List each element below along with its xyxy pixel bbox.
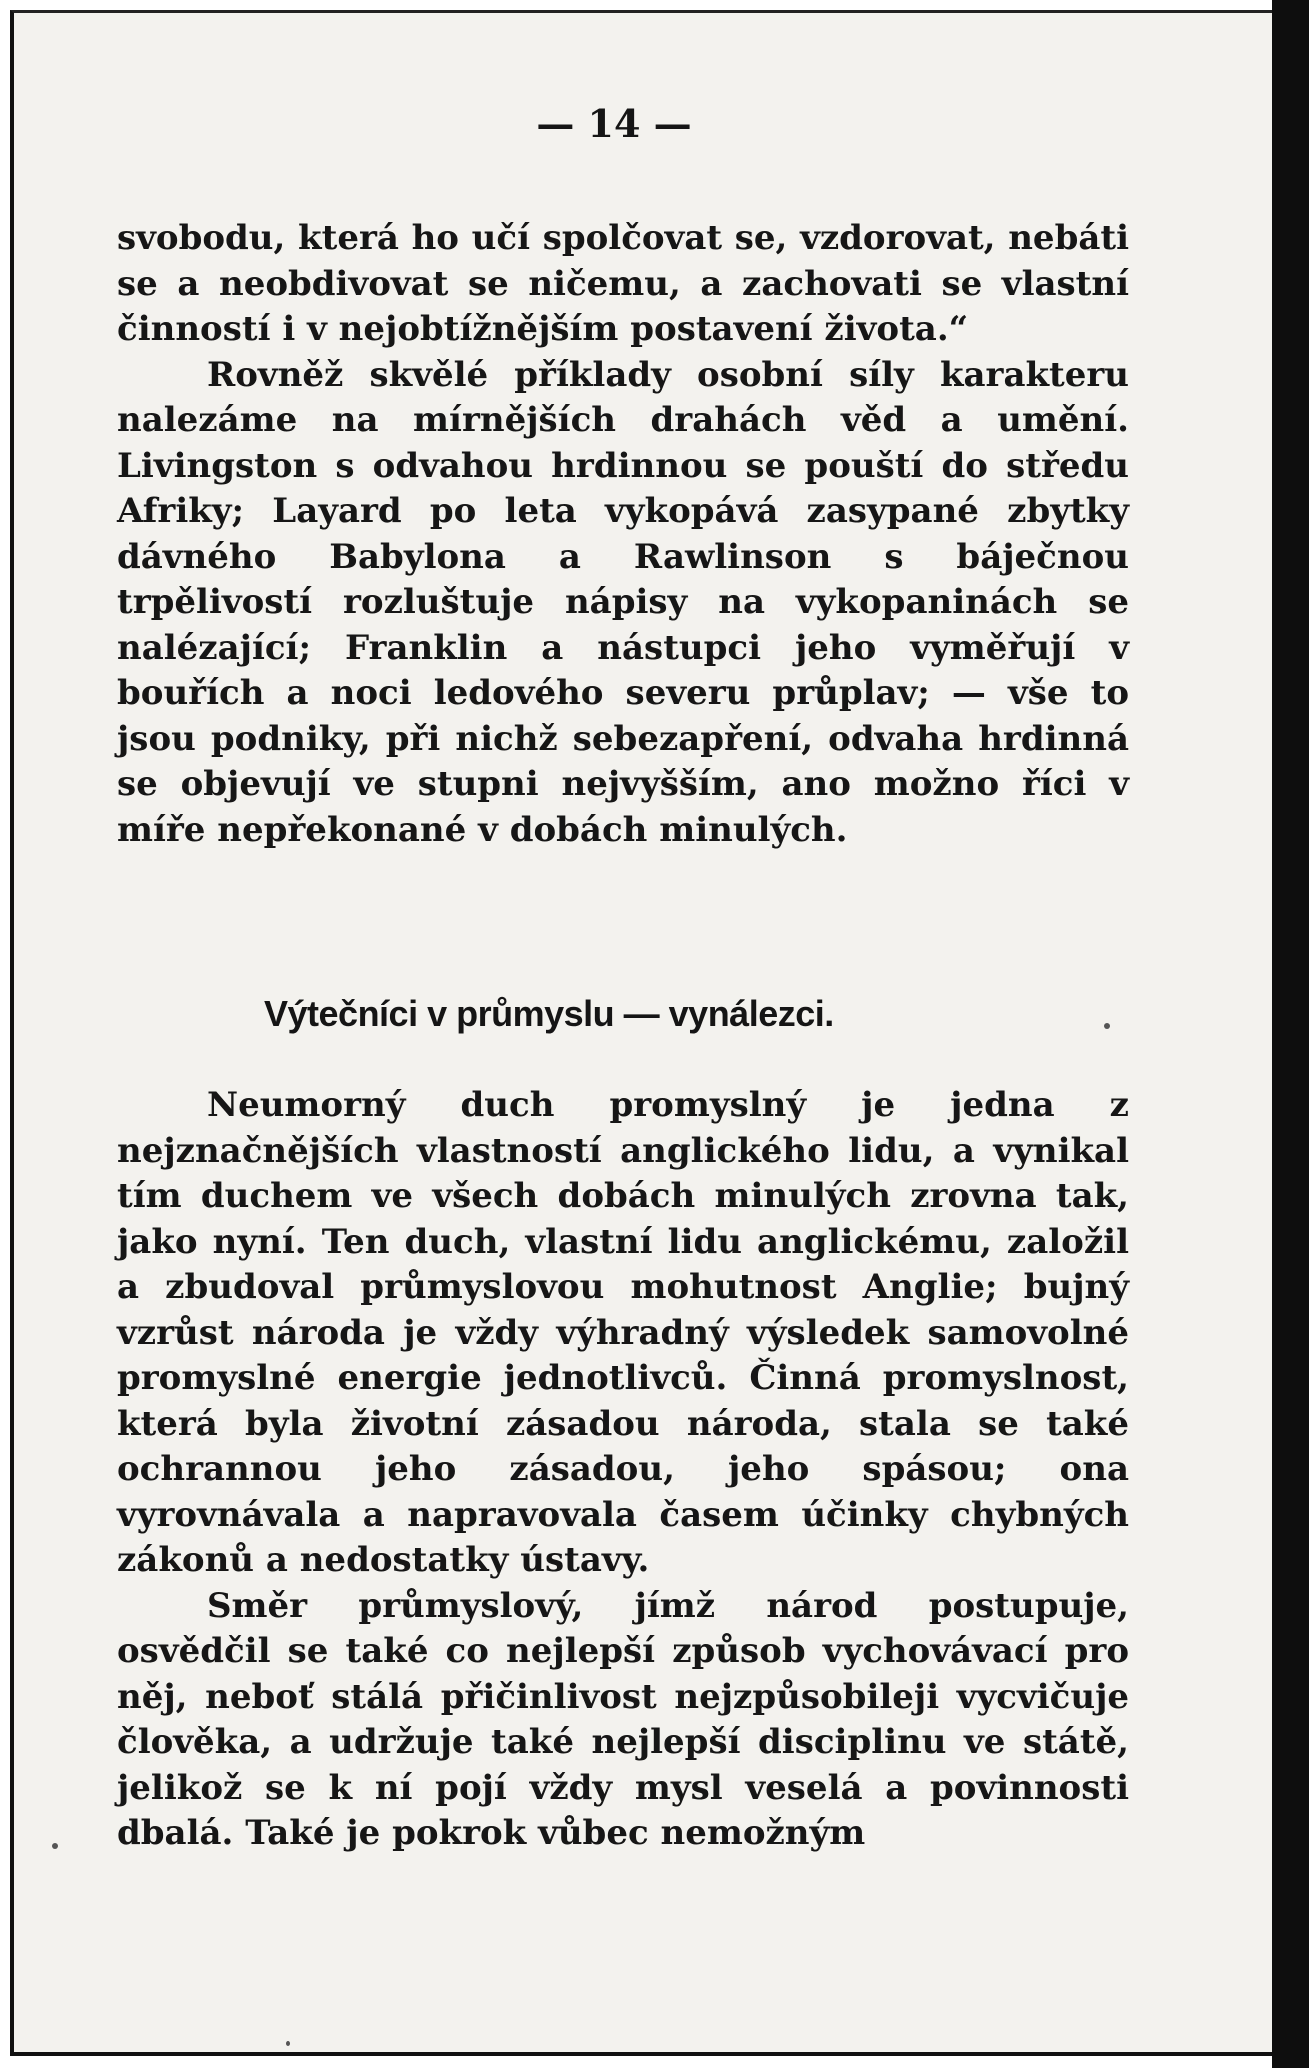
section-heading: Výtečníci v průmyslu — vynálezci. [264,993,834,1034]
book-page [10,10,1272,2056]
paragraph: Neumorný duch promyslný je jedna z nejznačnějších vlastností anglického lidu, a vynikal tím duchem ve všech dobách minulých zrovna tak, jako nyní. Ten duch, vlastní lidu anglickému, založil a zbudoval průmyslovou mohutnost Anglie; bujný vzrůst národa je vždy výhradný výsledek samovolné promyslné energie jednotlivců. Činná promyslnost, která byla životní zásadou národa, stala se také ochrannou jeho zásadou, jeho spásou; ona vyrovnávala a napravovala časem účinky chybných zákonů a nedostatky ústavy. [117,1085,1129,1580]
section-2-text [117,1083,1129,1857]
scan-speck [1104,1023,1110,1029]
scan-speck [286,2041,290,2046]
scan-speck [52,1843,58,1849]
paragraph-continued: svobodu, která ho učí spolčovat se, vzdorovat, nebáti se a neobdivovat se ničemu, a zachovati se vlastní činností i v nejobtížnějším postavení života.“ [117,218,1129,349]
paragraph: Směr průmyslový, jímž národ postupuje, osvědčil se také co nejlepší způsob vychovávací pro něj, neboť stálá přičinlivost nejzpůsobileji vycvičuje člověka, a udržuje také nejlepší disciplinu ve státě, jelikož se k ní pojí vždy mysl veselá a povinnosti dbalá. Také je pokrok vůbec nemožným [117,1585,1129,1853]
section-1-text [117,216,1129,853]
paragraph: Rovněž skvělé příklady osobní síly karakteru nalezáme na mírnějších drahách věd a umění. Livingston s odvahou hrdinnou se pouští do středu Afriky; Layard po leta vykopává zasypané zbytky dávného Babylona a Rawlinson s báječnou trpělivostí rozluštuje nápisy na vykopaninách se nalézající; Franklin a nástupci jeho vyměřují v bouřích a noci ledového severu průplav; — vše to jsou podniky, při nichž sebezapření, odvaha hrdinná se objevují ve stupni nejvyšším, ano možno říci v míře nepřekonané v dobách minulých. [117,354,1129,850]
scan-dark-edge [1272,0,1309,2068]
page-number: — 14 — [536,101,692,146]
